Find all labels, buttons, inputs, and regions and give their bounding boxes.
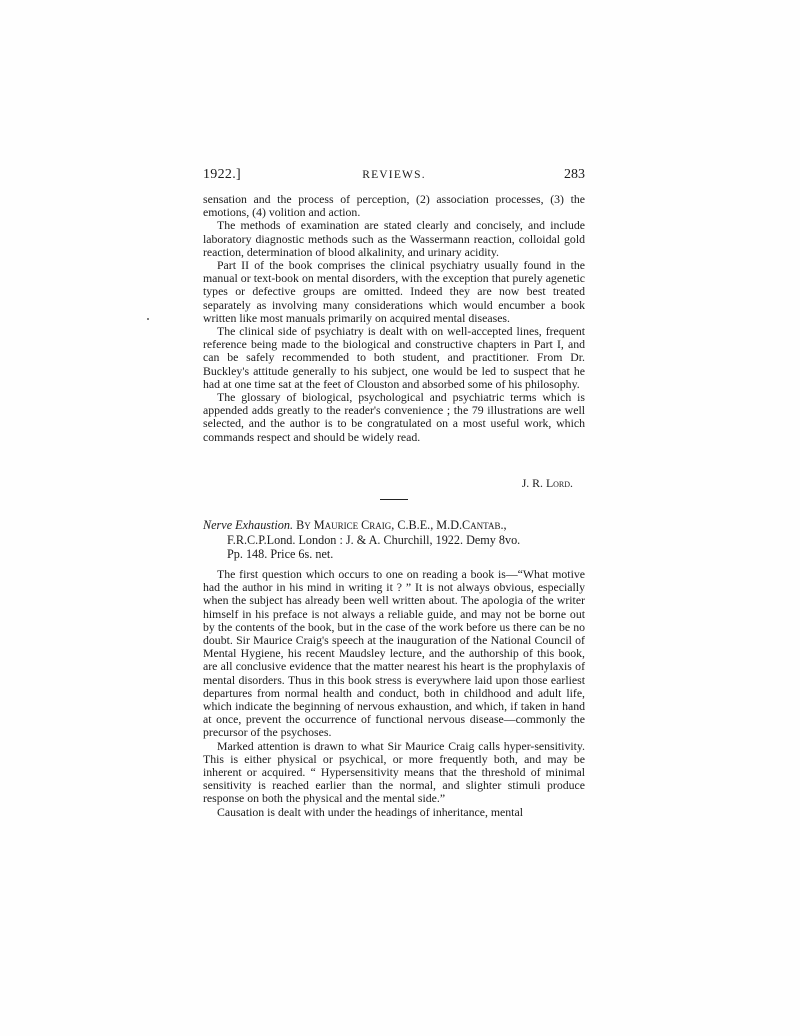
reviewer-signature: J. R. Lord. — [521, 476, 573, 490]
review-lord-body — [203, 193, 585, 444]
paragraph: The glossary of biological, psychological and psychiatric terms which is appended adds greatly to the reader's convenience ; the 79 illustrations are well selected, and the author is to be congratulated on a most useful work, which commands respect and should be widely read. — [203, 390, 585, 444]
margin-speck — [147, 318, 149, 320]
citation-publisher: F.R.C.P.Lond. London : J. & A. Churchill, 1922. Demy 8vo. — [227, 532, 521, 547]
header-year: 1922.] — [203, 167, 241, 182]
running-head — [203, 167, 585, 187]
paragraph: The methods of examination are stated clearly and concisely, and include laboratory diagnostic methods such as the Wassermann reaction, colloidal gold reaction, determination of blood alkalinity, and urinary acidity. — [203, 218, 585, 259]
paragraph: Part II of the book comprises the clinical psychiatry usually found in the manual or text-book on mental disorders, with the exception that purely agenetic types or defective groups are omitted. Indeed they are now best treated separately as involving many considerations which would encumber a book written like most manuals primarily on acquired mental diseases. — [203, 258, 585, 325]
book-citation — [203, 518, 585, 562]
paragraph: sensation and the process of perception, (2) association processes, (3) the emotions, (4) volition and action. — [203, 192, 585, 220]
line — [203, 518, 507, 532]
header-title: REVIEWS. — [362, 169, 426, 181]
citation-author: By Maurice Craig, C.B.E., M.D.Cantab., — [293, 518, 507, 532]
paragraph: The first question which occurs to one on reading a book is—“What motive had the author in his mind in writing it ? ” It is not always obvious, especially when the subject has already been well written about. The apologia of the writer himself in his preface is not always a reliable guide, and may not be borne out by the contents of the book, but in the case of the work before us there can be no doubt. Sir Maurice Craig's speech at the inauguration of the National Council of Mental Hygiene, his recent Maudsley lecture, and the authorship of this book, are all conclusive evidence that the matter nearest his heart is the prophylaxis of mental disorders. Thus in this book stress is everywhere laid upon those earliest departures from normal health and conduct, both in childhood and adult life, which indicate the beginning of nervous exhaustion, and which, if taken in hand at once, prevent the occurrence of functional nervous disease—commonly the precursor of the psychoses. — [203, 567, 585, 740]
paragraph: Marked attention is drawn to what Sir Maurice Craig calls hyper-sensitivity. This is either physical or psychical, or more frequently both, and may be inherent or acquired. “ Hypersensitivity means that the threshold of minimal sensitivity is reached earlier than the normal, and slighter stimuli produce response on both the physical and the mental side.” — [203, 738, 585, 806]
paragraph: Causation is dealt with under the headings of inheritance, mental — [217, 804, 523, 819]
page-number: 283 — [564, 167, 585, 182]
section-divider — [380, 499, 408, 500]
review-nerve-exhaustion-body — [203, 568, 585, 819]
paragraph: The clinical side of psychiatry is dealt with on well-accepted lines, frequent reference being made to the biological and constructive chapters in Part I, and can be safely recommended to both student, and practitioner. From Dr. Buckley's attitude generally to his subject, one would be led to suspect that he had at one time sat at the feet of Clouston and absorbed some of his philosophy. — [203, 324, 585, 391]
book-title: Nerve Exhaustion. — [203, 518, 294, 532]
citation-price: Pp. 148. Price 6s. net. — [227, 547, 334, 561]
